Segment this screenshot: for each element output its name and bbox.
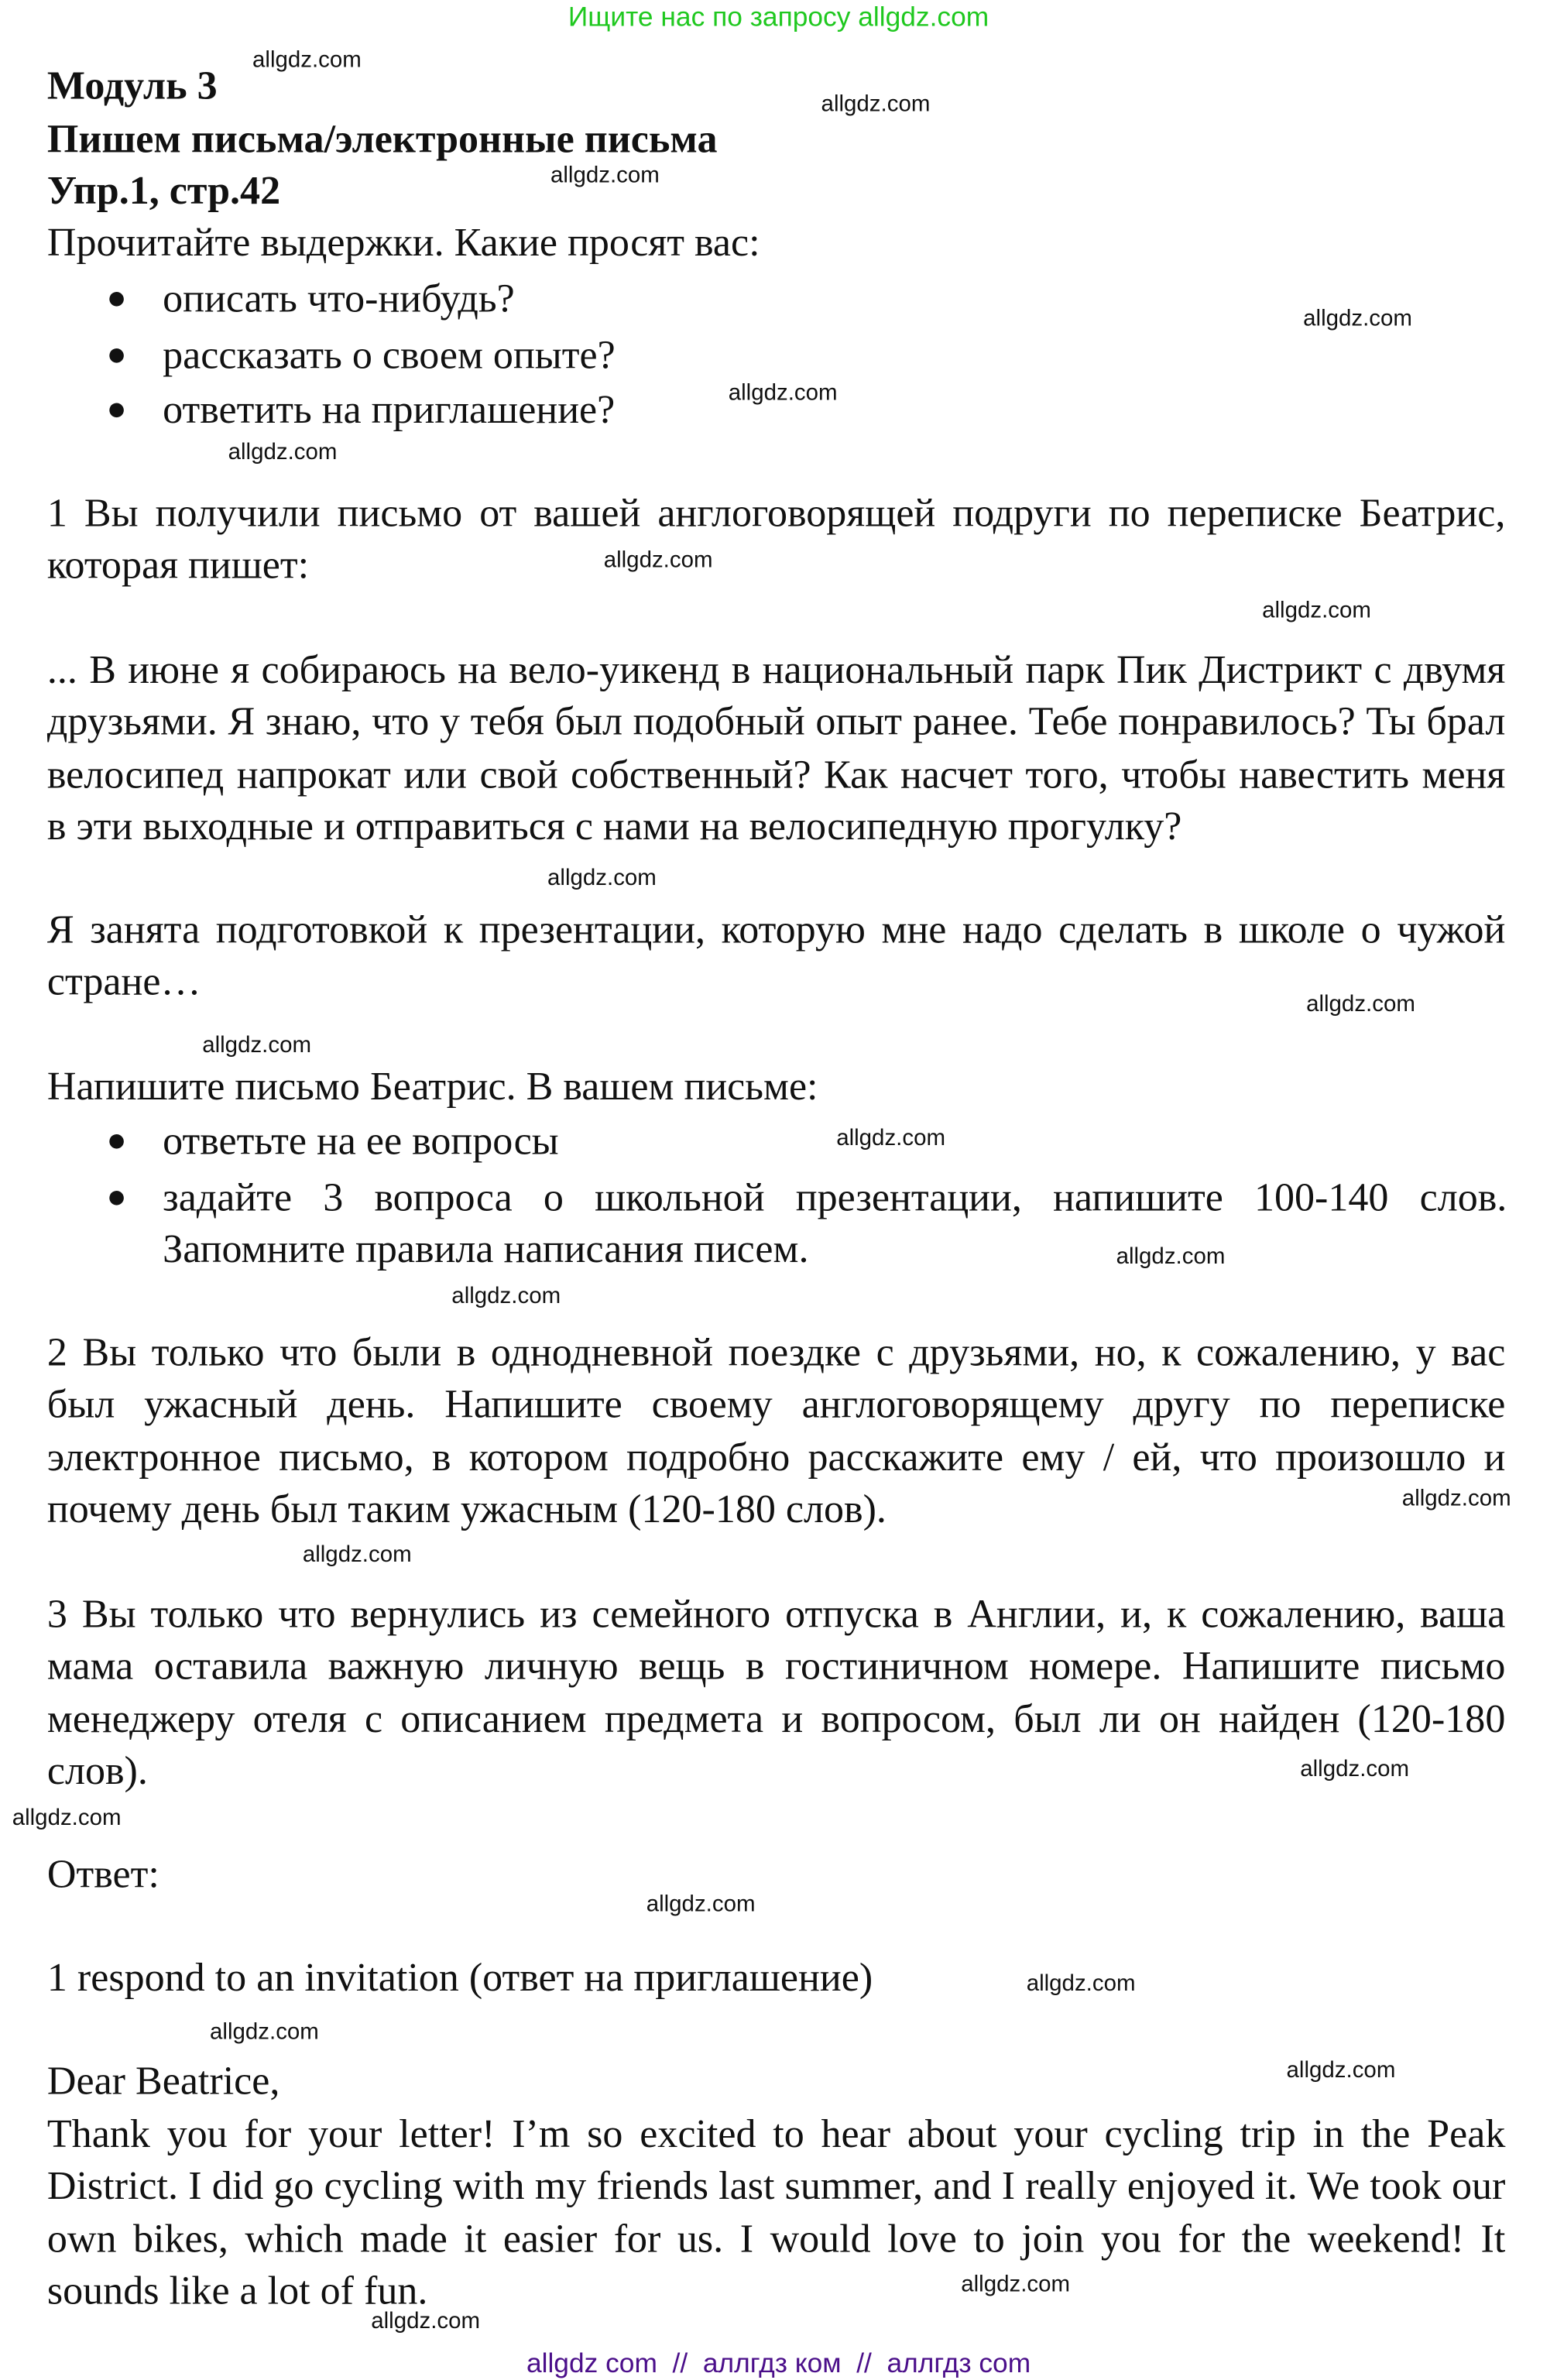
top-banner[interactable]: Ищите нас по запросу allgdz.com — [568, 1, 989, 33]
intro-text: Прочитайте выдержки. Какие просят вас: — [46, 218, 760, 265]
module-heading: Модуль 3 — [46, 62, 218, 108]
bullet-icon: ● — [106, 334, 127, 373]
watermark: allgdz.com — [1306, 991, 1415, 1017]
write-bullet: ответьте на ее вопросы — [163, 1117, 559, 1164]
watermark: allgdz.com — [252, 46, 362, 74]
intro-bullet: рассказать о своем опыте? — [163, 331, 616, 378]
intro-bullet: ответить на приглашение? — [163, 386, 616, 432]
watermark: allgdz.com — [1303, 305, 1412, 332]
quote-paragraph-1: ... В июне я собираюсь на вело-уикенд в национальный парк Пик Дистрикт с двумя друзьями. Я знаю, что у тебя был подобный опыт ранее. Тебе понравилось? Ты брал велосипед напрокат или свой собственный? Как насчет того, чтобы навестить меня в эти выходные и отправиться с нами на велосипедную прогулку? — [46, 646, 1506, 849]
task-1: 1 Вы получили письмо от вашей англоговорящей подруги по переписке Беатрис, которая пишет: — [46, 489, 1506, 588]
letter-body: Thank you for your letter! I’m so excited to hear about your cycling trip in the Peak District. I did go cycling with my friends last summer, and I really enjoyed it. We took our own bikes, which made it easier for us. I would love to join you for the weekend! It sounds like a lot of fun. — [46, 2111, 1506, 2313]
watermark: allgdz.com — [646, 1891, 756, 1918]
watermark: allgdz.com — [210, 2019, 319, 2046]
watermark: allgdz.com — [836, 1125, 946, 1151]
exercise-heading: Упр.1, стр.42 — [46, 167, 281, 213]
watermark: allgdz.com — [202, 1032, 312, 1058]
footer-links[interactable]: allgdz com // аллгдз ком // аллгдз com — [526, 2347, 1031, 2378]
task-3: 3 Вы только что вернулись из семейного отпуска в Англии, и, к сожалению, ваша мама оставила важную личную вещь в гостиничном номере. Напишите письмо менеджеру отеля с описанием предмета и вопросом, был ли он найден (120-180 слов). — [46, 1590, 1506, 1793]
bullet-icon: ● — [106, 1177, 127, 1216]
watermark: allgdz.com — [302, 1542, 412, 1568]
watermark: allgdz.com — [12, 1805, 122, 1831]
bullet-icon: ● — [106, 278, 127, 317]
watermark: allgdz.com — [1300, 1756, 1410, 1782]
watermark: allgdz.com — [228, 439, 338, 465]
letter-greeting: Dear Beatrice, — [46, 2057, 280, 2104]
watermark: allgdz.com — [821, 91, 931, 118]
task-2: 2 Вы только что были в однодневной поездке с друзьями, но, к сожалению, у вас был ужасный день. Напишите своему англоговорящему другу по переписке электронное письмо, в котором подробно расскажите ему / ей, что произошло и почему день был таким ужасным (120-180 слов). — [46, 1329, 1506, 1531]
watermark: allgdz.com — [961, 2272, 1071, 2298]
watermark: allgdz.com — [1116, 1243, 1226, 1270]
watermark: allgdz.com — [1401, 1485, 1511, 1512]
bullet-icon: ● — [106, 1120, 127, 1159]
watermark: allgdz.com — [728, 380, 838, 406]
watermark: allgdz.com — [550, 163, 660, 189]
answer-label: Ответ: — [46, 1850, 159, 1897]
watermark: allgdz.com — [1026, 1970, 1136, 1997]
intro-bullet: описать что-нибудь? — [163, 275, 515, 321]
topic-heading: Пишем письма/электронные письма — [46, 115, 718, 162]
write-bullet: задайте 3 вопроса о школьной презентации, напишите 100-140 слов. Запомните правила написания писем. — [163, 1174, 1507, 1272]
watermark: allgdz.com — [547, 865, 657, 891]
watermark: allgdz.com — [1262, 597, 1371, 624]
answer-1: 1 respond to an invitation (ответ на приглашение) — [46, 1953, 873, 2000]
watermark: allgdz.com — [451, 1283, 561, 1310]
watermark: allgdz.com — [1286, 2057, 1396, 2083]
watermark: allgdz.com — [603, 547, 713, 574]
write-intro: Напишите письмо Беатрис. В вашем письме: — [46, 1062, 818, 1109]
watermark: allgdz.com — [371, 2308, 481, 2334]
quote-paragraph-2: Я занята подготовкой к презентации, которую мне надо сделать в школе о чужой стране… — [46, 906, 1506, 1004]
bullet-icon: ● — [106, 389, 127, 427]
